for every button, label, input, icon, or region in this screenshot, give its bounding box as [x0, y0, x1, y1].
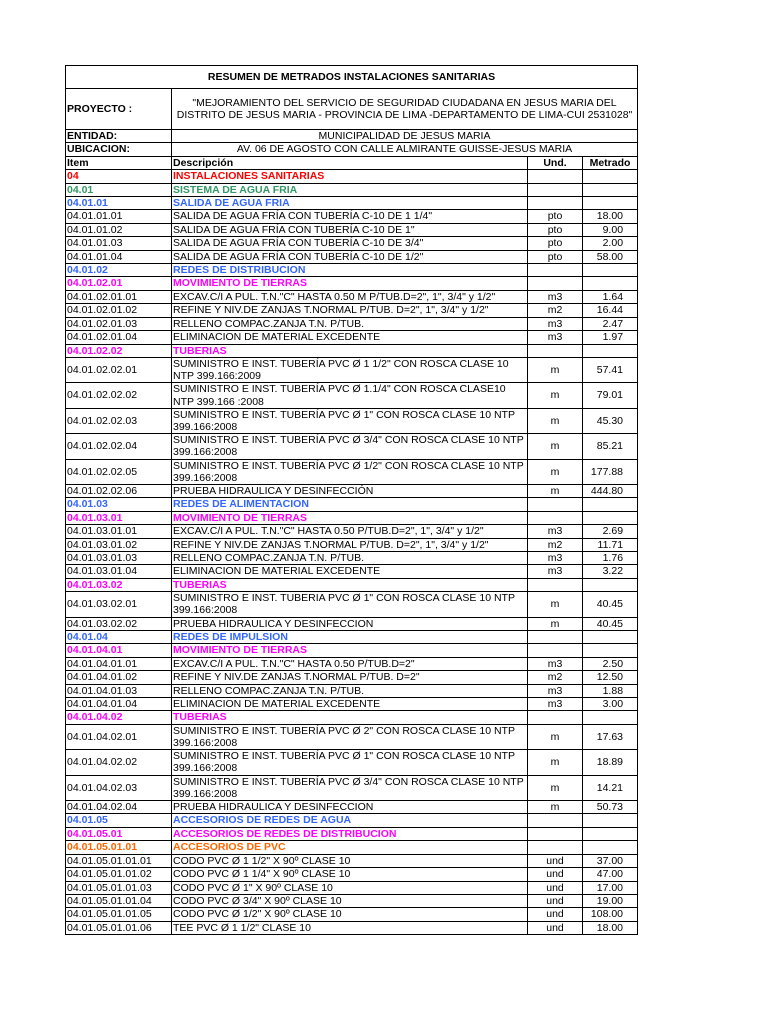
cell-description: RELLENO COMPAC.ZANJA T.N. P/TUB.	[172, 551, 528, 564]
table-row	[66, 801, 638, 814]
sheet-title: RESUMEN DE METRADOS INSTALACIONES SANITARIAS	[66, 66, 638, 89]
cell-unit: m	[528, 724, 583, 749]
cell-item: 04.01.04.01	[66, 644, 172, 657]
cell-amount: 1.88	[583, 684, 638, 697]
cell-amount: 50.73	[583, 801, 638, 814]
cell-amount: 9.00	[583, 223, 638, 236]
table-row	[66, 331, 638, 344]
table-row	[66, 684, 638, 697]
cell-amount	[583, 578, 638, 591]
cell-item: 04.01.04.02.03	[66, 775, 172, 800]
table-row	[66, 223, 638, 236]
table-row	[66, 290, 638, 303]
cell-description: SUMINISTRO E INST. TUBERÍA PVC Ø 1.1/4" CON ROSCA CLASE10 NTP 399.166 :2008	[172, 383, 528, 408]
cell-unit	[528, 344, 583, 357]
cell-amount: 14.21	[583, 775, 638, 800]
cell-unit: m3	[528, 657, 583, 670]
table-row	[66, 183, 638, 196]
table-row	[66, 894, 638, 907]
cell-unit: m3	[528, 551, 583, 564]
metrados-table	[65, 65, 638, 935]
cell-amount: 18.00	[583, 921, 638, 934]
cell-item: 04.01.02.01.03	[66, 317, 172, 330]
cell-unit: m	[528, 484, 583, 497]
table-row	[66, 383, 638, 408]
column-header-unit: Und.	[528, 156, 583, 169]
table-row	[66, 551, 638, 564]
cell-description: ACCESORIOS DE PVC	[172, 841, 528, 854]
cell-description: REFINE Y NIV.DE ZANJAS T.NORMAL P/TUB. D=2", 1", 3/4" y 1/2"	[172, 304, 528, 317]
cell-description: TEE PVC Ø 1 1/2" CLASE 10	[172, 921, 528, 934]
cell-unit: m3	[528, 684, 583, 697]
table-row	[66, 344, 638, 357]
cell-unit: m	[528, 617, 583, 630]
cell-amount: 40.45	[583, 617, 638, 630]
cell-description: ELIMINACION DE MATERIAL EXCEDENTE	[172, 331, 528, 344]
cell-item: 04.01.04.01.04	[66, 698, 172, 711]
cell-description: ACCESORIOS DE REDES DE AGUA	[172, 814, 528, 827]
cell-amount: 45.30	[583, 408, 638, 433]
project-label: PROYECTO :	[66, 89, 172, 130]
cell-unit	[528, 841, 583, 854]
cell-item: 04.01.02	[66, 264, 172, 277]
cell-unit: m3	[528, 565, 583, 578]
project-value: "MEJORAMIENTO DEL SERVICIO DE SEGURIDAD CIUDADANA EN JESUS MARIA DEL DISTRITO DE JESUS MARIA - PROVINCIA DE LIMA -DEPARTAMENTO DE LIMA-CUI 2531028"	[172, 89, 638, 130]
cell-unit	[528, 511, 583, 524]
table-row	[66, 908, 638, 921]
cell-description: ACCESORIOS DE REDES DE DISTRIBUCION	[172, 827, 528, 840]
cell-description: SUMINISTRO E INST. TUBERIA PVC Ø 1" CON ROSCA CLASE 10 NTP 399.166:2008	[172, 592, 528, 617]
cell-description: SUMINISTRO E INST. TUBERÍA PVC Ø 1/2" CON ROSCA CLASE 10 NTP 399.166:2008	[172, 459, 528, 484]
cell-description: CODO PVC Ø 1/2" X 90º CLASE 10	[172, 908, 528, 921]
cell-item: 04.01.03	[66, 498, 172, 511]
cell-item: 04.01.02.02.01	[66, 357, 172, 382]
cell-amount	[583, 814, 638, 827]
cell-description: REDES DE DISTRIBUCION	[172, 264, 528, 277]
cell-description: TUBERIAS	[172, 711, 528, 724]
cell-amount: 57.41	[583, 357, 638, 382]
cell-amount	[583, 511, 638, 524]
table-row	[66, 592, 638, 617]
table-row	[66, 671, 638, 684]
cell-amount: 444.80	[583, 484, 638, 497]
table-row	[66, 317, 638, 330]
cell-item: 04.01.05.01.01.02	[66, 868, 172, 881]
cell-item: 04.01.03.01	[66, 511, 172, 524]
cell-item: 04.01.04.02.02	[66, 750, 172, 775]
cell-item: 04.01.04.01.02	[66, 671, 172, 684]
cell-item: 04.01.05	[66, 814, 172, 827]
cell-amount: 79.01	[583, 383, 638, 408]
cell-unit: m	[528, 801, 583, 814]
cell-description: SALIDA DE AGUA FRÍA CON TUBERÍA C-10 DE 3/4"	[172, 237, 528, 250]
cell-item: 04.01.04.02.01	[66, 724, 172, 749]
cell-item: 04.01	[66, 183, 172, 196]
cell-description: SUMINISTRO E INST. TUBERÍA PVC Ø 1 1/2" CON ROSCA CLASE 10 NTP 399.166:2009	[172, 357, 528, 382]
cell-unit: m3	[528, 525, 583, 538]
cell-item: 04.01.01.01	[66, 210, 172, 223]
cell-amount	[583, 644, 638, 657]
cell-unit	[528, 264, 583, 277]
cell-item: 04.01.03.01.01	[66, 525, 172, 538]
table-row	[66, 711, 638, 724]
cell-unit	[528, 498, 583, 511]
table-row	[66, 210, 638, 223]
table-row	[66, 644, 638, 657]
cell-amount: 11.71	[583, 538, 638, 551]
cell-item: 04.01.02.02.05	[66, 459, 172, 484]
cell-item: 04.01.04	[66, 631, 172, 644]
table-row	[66, 814, 638, 827]
table-row	[66, 657, 638, 670]
table-row	[66, 841, 638, 854]
table-row	[66, 250, 638, 263]
cell-unit: m3	[528, 698, 583, 711]
cell-item: 04.01.05.01.01	[66, 841, 172, 854]
cell-description: CODO PVC Ø 1 1/4" X 90º CLASE 10	[172, 868, 528, 881]
table-row	[66, 484, 638, 497]
cell-item: 04.01.01	[66, 197, 172, 210]
cell-item: 04.01.02.01.04	[66, 331, 172, 344]
cell-description: EXCAV.C/I A PUL. T.N."C" HASTA 0.50 M P/TUB.D=2", 1", 3/4" y 1/2"	[172, 290, 528, 303]
table-row	[66, 698, 638, 711]
cell-item: 04.01.03.02	[66, 578, 172, 591]
cell-unit: pto	[528, 210, 583, 223]
cell-description: EXCAV.C/I A PUL. T.N."C" HASTA 0.50 P/TUB.D=2"	[172, 657, 528, 670]
table-row	[66, 921, 638, 934]
cell-item: 04	[66, 170, 172, 183]
cell-amount: 18.89	[583, 750, 638, 775]
cell-item: 04.01.05.01.01.06	[66, 921, 172, 934]
cell-description: RELLENO COMPAC.ZANJA T.N. P/TUB.	[172, 317, 528, 330]
cell-amount: 85.21	[583, 434, 638, 459]
cell-amount: 177.88	[583, 459, 638, 484]
cell-item: 04.01.01.03	[66, 237, 172, 250]
table-row	[66, 827, 638, 840]
table-row	[66, 750, 638, 775]
cell-amount: 16.44	[583, 304, 638, 317]
cell-amount: 40.45	[583, 592, 638, 617]
cell-amount: 18.00	[583, 210, 638, 223]
cell-unit: pto	[528, 250, 583, 263]
cell-item: 04.01.02.01.01	[66, 290, 172, 303]
cell-amount: 19.00	[583, 894, 638, 907]
table-row	[66, 775, 638, 800]
cell-unit	[528, 827, 583, 840]
cell-amount: 108.00	[583, 908, 638, 921]
cell-item: 04.01.05.01.01.04	[66, 894, 172, 907]
cell-amount: 1.64	[583, 290, 638, 303]
cell-unit: m3	[528, 317, 583, 330]
cell-description: SALIDA DE AGUA FRÍA CON TUBERÍA C-10 DE 1 1/4"	[172, 210, 528, 223]
table-row	[66, 881, 638, 894]
cell-amount: 17.63	[583, 724, 638, 749]
cell-item: 04.01.02.02.03	[66, 408, 172, 433]
cell-description: SALIDA DE AGUA FRÍA CON TUBERÍA C-10 DE 1/2"	[172, 250, 528, 263]
cell-unit: m2	[528, 671, 583, 684]
cell-unit: m	[528, 459, 583, 484]
column-header-description: Descripción	[172, 156, 528, 169]
cell-amount	[583, 841, 638, 854]
cell-item: 04.01.04.01.03	[66, 684, 172, 697]
cell-amount	[583, 277, 638, 290]
cell-unit	[528, 197, 583, 210]
metrados-sheet	[65, 65, 637, 935]
table-row	[66, 565, 638, 578]
cell-amount: 2.00	[583, 237, 638, 250]
table-row	[66, 304, 638, 317]
cell-description: REDES DE ALIMENTACION	[172, 498, 528, 511]
cell-amount	[583, 264, 638, 277]
table-row	[66, 617, 638, 630]
cell-item: 04.01.04.02	[66, 711, 172, 724]
cell-unit: m3	[528, 290, 583, 303]
cell-unit: m	[528, 434, 583, 459]
cell-description: TUBERIAS	[172, 344, 528, 357]
cell-description: PRUEBA HIDRAULICA Y DESINFECCION	[172, 617, 528, 630]
cell-amount: 2.50	[583, 657, 638, 670]
table-row	[66, 197, 638, 210]
cell-item: 04.01.02.02	[66, 344, 172, 357]
cell-amount	[583, 711, 638, 724]
table-row	[66, 631, 638, 644]
cell-unit: und	[528, 921, 583, 934]
column-header-amount: Metrado	[583, 156, 638, 169]
cell-item: 04.01.02.02.04	[66, 434, 172, 459]
table-row	[66, 459, 638, 484]
cell-description: REDES DE IMPULSION	[172, 631, 528, 644]
table-row	[66, 511, 638, 524]
cell-unit: m2	[528, 304, 583, 317]
cell-description: SUMINISTRO E INST. TUBERÍA PVC Ø 3/4" CON ROSCA CLASE 10 NTP 399.166:2008	[172, 434, 528, 459]
cell-item: 04.01.02.02.06	[66, 484, 172, 497]
cell-description: ELIMINACION DE MATERIAL EXCEDENTE	[172, 565, 528, 578]
cell-unit	[528, 578, 583, 591]
cell-description: REFINE Y NIV.DE ZANJAS T.NORMAL P/TUB. D=2"	[172, 671, 528, 684]
cell-description: TUBERIAS	[172, 578, 528, 591]
cell-item: 04.01.05.01.01.01	[66, 854, 172, 867]
table-row	[66, 854, 638, 867]
cell-description: RELLENO COMPAC.ZANJA T.N. P/TUB.	[172, 684, 528, 697]
cell-unit: m	[528, 357, 583, 382]
cell-amount	[583, 170, 638, 183]
cell-unit	[528, 814, 583, 827]
entity-value: MUNICIPALIDAD DE JESUS MARIA	[172, 130, 638, 143]
cell-unit: m3	[528, 331, 583, 344]
table-row	[66, 868, 638, 881]
cell-description: INSTALACIONES SANITARIAS	[172, 170, 528, 183]
table-row	[66, 170, 638, 183]
cell-unit: m2	[528, 538, 583, 551]
cell-description: REFINE Y NIV.DE ZANJAS T.NORMAL P/TUB. D=2", 1", 3/4" y 1/2"	[172, 538, 528, 551]
cell-unit: pto	[528, 237, 583, 250]
table-row	[66, 237, 638, 250]
cell-item: 04.01.01.04	[66, 250, 172, 263]
entity-label: ENTIDAD:	[66, 130, 172, 143]
cell-unit: und	[528, 908, 583, 921]
table-row	[66, 434, 638, 459]
table-row	[66, 264, 638, 277]
cell-item: 04.01.05.01.01.03	[66, 881, 172, 894]
cell-unit: und	[528, 868, 583, 881]
cell-item: 04.01.04.02.04	[66, 801, 172, 814]
cell-unit: m	[528, 408, 583, 433]
cell-item: 04.01.05.01	[66, 827, 172, 840]
cell-unit	[528, 183, 583, 196]
cell-amount	[583, 827, 638, 840]
cell-unit: m	[528, 592, 583, 617]
cell-item: 04.01.05.01.01.05	[66, 908, 172, 921]
cell-item: 04.01.04.01.01	[66, 657, 172, 670]
cell-amount: 58.00	[583, 250, 638, 263]
cell-unit	[528, 631, 583, 644]
cell-description: CODO PVC Ø 1" X 90º CLASE 10	[172, 881, 528, 894]
cell-description: ELIMINACION DE MATERIAL EXCEDENTE	[172, 698, 528, 711]
location-value: AV. 06 DE AGOSTO CON CALLE ALMIRANTE GUISSE-JESUS MARIA	[172, 143, 638, 156]
cell-amount	[583, 498, 638, 511]
cell-unit: und	[528, 881, 583, 894]
cell-amount: 17.00	[583, 881, 638, 894]
cell-unit	[528, 277, 583, 290]
column-header-item: Item	[66, 156, 172, 169]
cell-unit: m	[528, 383, 583, 408]
cell-item: 04.01.01.02	[66, 223, 172, 236]
cell-item: 04.01.03.01.02	[66, 538, 172, 551]
cell-description: EXCAV.C/I A PUL. T.N."C" HASTA 0.50 P/TUB.D=2", 1", 3/4" y 1/2"	[172, 525, 528, 538]
table-row	[66, 724, 638, 749]
table-row	[66, 525, 638, 538]
cell-item: 04.01.03.02.01	[66, 592, 172, 617]
cell-description: MOVIMIENTO DE TIERRAS	[172, 277, 528, 290]
cell-amount: 37.00	[583, 854, 638, 867]
cell-description: SALIDA DE AGUA FRIA	[172, 197, 528, 210]
cell-amount	[583, 183, 638, 196]
cell-description: CODO PVC Ø 1 1/2" X 90º CLASE 10	[172, 854, 528, 867]
table-row	[66, 498, 638, 511]
cell-unit	[528, 711, 583, 724]
cell-unit	[528, 644, 583, 657]
cell-item: 04.01.02.02.02	[66, 383, 172, 408]
cell-amount: 12.50	[583, 671, 638, 684]
cell-description: SUMINISTRO E INST. TUBERÍA PVC Ø 2" CON ROSCA CLASE 10 NTP 399.166:2008	[172, 724, 528, 749]
cell-unit	[528, 170, 583, 183]
cell-amount: 2.69	[583, 525, 638, 538]
cell-item: 04.01.03.02.02	[66, 617, 172, 630]
cell-unit: m	[528, 775, 583, 800]
cell-unit: pto	[528, 223, 583, 236]
table-row	[66, 538, 638, 551]
cell-description: PRUEBA HIDRAULICA Y DESINFECCION	[172, 801, 528, 814]
cell-description: CODO PVC Ø 3/4" X 90º CLASE 10	[172, 894, 528, 907]
table-row	[66, 357, 638, 382]
cell-description: MOVIMIENTO DE TIERRAS	[172, 644, 528, 657]
cell-description: SALIDA DE AGUA FRÍA CON TUBERÍA C-10 DE 1"	[172, 223, 528, 236]
cell-item: 04.01.03.01.03	[66, 551, 172, 564]
cell-unit: und	[528, 854, 583, 867]
cell-item: 04.01.03.01.04	[66, 565, 172, 578]
cell-amount: 2.47	[583, 317, 638, 330]
cell-amount	[583, 344, 638, 357]
cell-item: 04.01.02.01.02	[66, 304, 172, 317]
location-label: UBICACION:	[66, 143, 172, 156]
cell-amount: 47.00	[583, 868, 638, 881]
cell-description: MOVIMIENTO DE TIERRAS	[172, 511, 528, 524]
cell-amount: 3.00	[583, 698, 638, 711]
cell-amount	[583, 197, 638, 210]
cell-amount	[583, 631, 638, 644]
cell-description: PRUEBA HIDRAULICA Y DESINFECCIÓN	[172, 484, 528, 497]
cell-description: SUMINISTRO E INST. TUBERÍA PVC Ø 1" CON ROSCA CLASE 10 NTP 399.166:2008	[172, 750, 528, 775]
table-row	[66, 408, 638, 433]
table-row	[66, 578, 638, 591]
table-row	[66, 277, 638, 290]
cell-amount: 3.22	[583, 565, 638, 578]
cell-description: SUMINISTRO E INST. TUBERÍA PVC Ø 1" CON ROSCA CLASE 10 NTP 399.166:2008	[172, 408, 528, 433]
cell-amount: 1.76	[583, 551, 638, 564]
cell-amount: 1.97	[583, 331, 638, 344]
cell-description: SISTEMA DE AGUA FRIA	[172, 183, 528, 196]
cell-description: SUMINISTRO E INST. TUBERÍA PVC Ø 3/4" CON ROSCA CLASE 10 NTP 399.166:2008	[172, 775, 528, 800]
cell-unit: und	[528, 894, 583, 907]
cell-item: 04.01.02.01	[66, 277, 172, 290]
cell-unit: m	[528, 750, 583, 775]
